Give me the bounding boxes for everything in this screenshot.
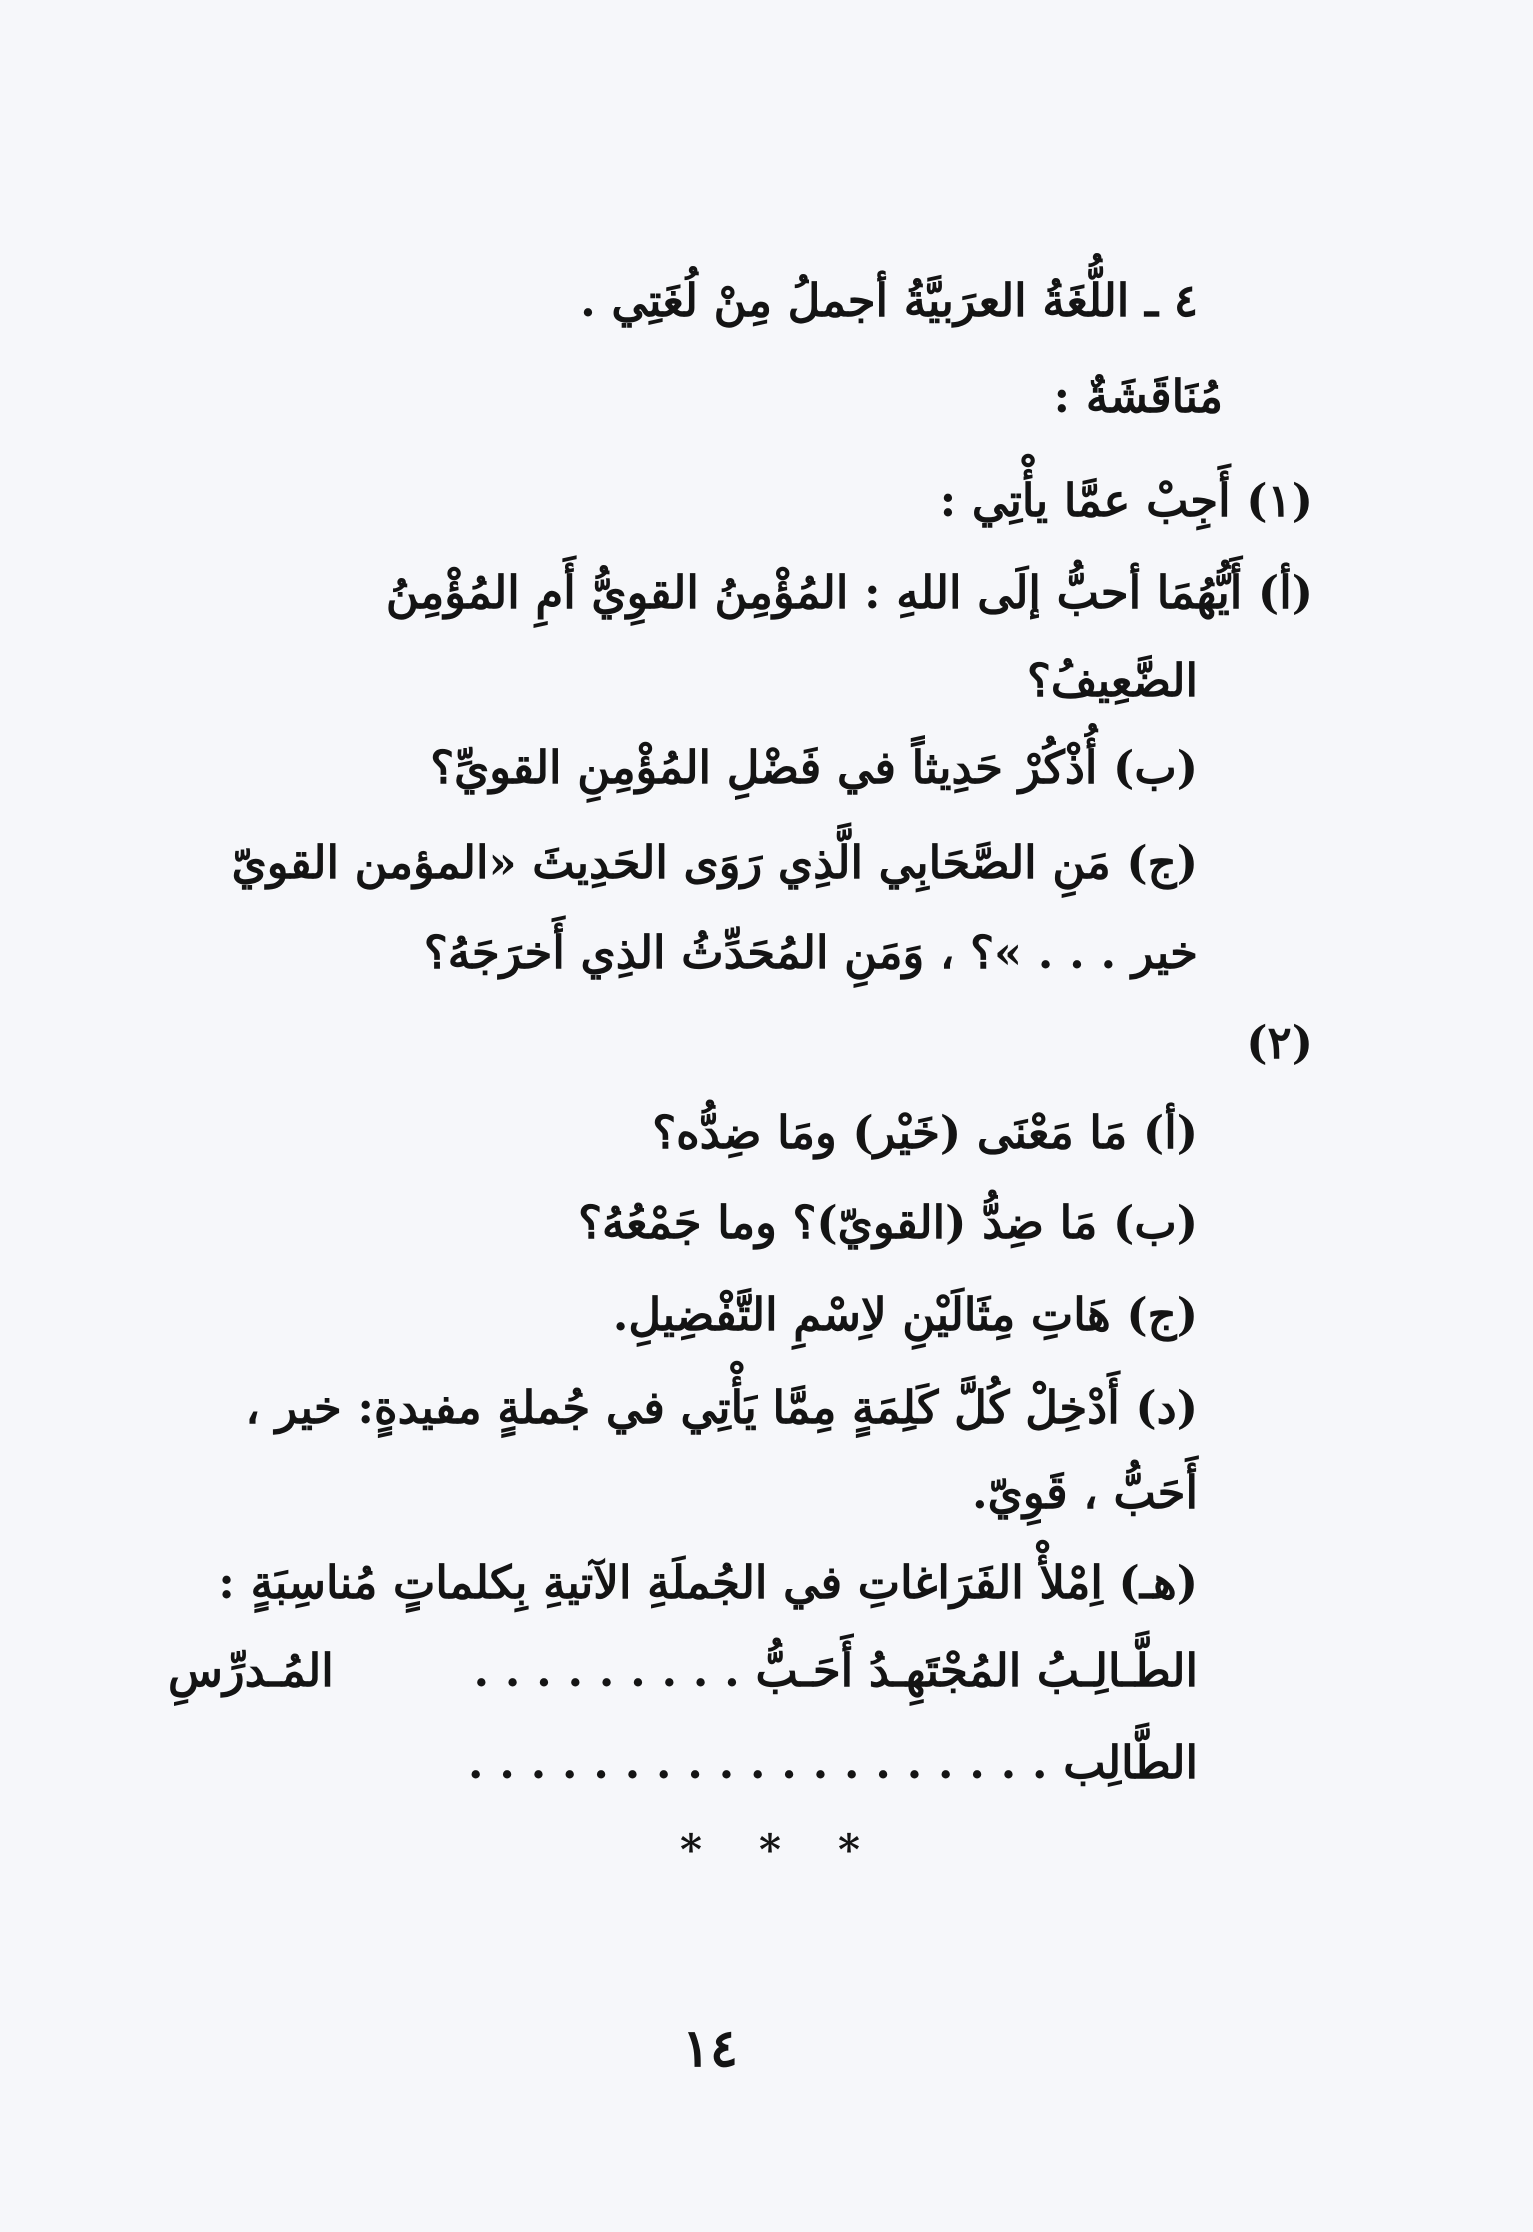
star-icon: *	[680, 1825, 702, 1874]
question-1a-text: (أ) أَيُّهُمَا أحبُّ إلَى اللهِ : المُؤْمِنُ القوِيُّ أَمِ المُؤْمِنُ	[385, 566, 1313, 619]
question-2e-line-2	[168, 1644, 1198, 1697]
question-1a-line-1	[183, 566, 1313, 619]
question-1a-line-2: الضَّعِيفُ؟	[1027, 654, 1198, 707]
question-1-heading: (١) أَجِبْ عمَّا يأْتِي :	[939, 474, 1313, 527]
question-2d-line-1: (د) أَدْخِلْ كُلَّ كَلِمَةٍ مِمَّا يَأْتِي في جُملةٍ مفيدةٍ: خير ،	[245, 1381, 1198, 1434]
item-4-sentence: ٤ ـ اللُّغَةُ العرَبيَّةُ أجملُ مِنْ لُغَتِي .	[580, 274, 1198, 327]
discussion-heading: مُنَاقَشَةٌ :	[1053, 370, 1223, 423]
question-2e-line-3: الطَّالِب . . . . . . . . . . . . . . . . . . .	[467, 1736, 1198, 1789]
section-separator-stars	[680, 1825, 860, 1874]
page-number: ١٤	[682, 2018, 738, 2079]
star-icon: *	[838, 1825, 860, 1874]
question-1c-line-2: خير . . . »؟ ، وَمَنِ المُحَدِّثُ الذِي أَخرَجَهُ؟	[423, 926, 1198, 979]
question-2e-teacher-word: المُـدرِّسِ	[168, 1644, 334, 1697]
question-1b: (ب) أُذْكُرْ حَدِيثاً في فَضْلِ المُؤْمِنِ القويِّ؟	[430, 741, 1198, 794]
question-2e-blank-start: الطَّـالِـبُ المُجْتَهِـدُ أَحَـبُّ . . . . . . . . .	[473, 1644, 1198, 1697]
question-2-heading: (٢)	[1246, 1016, 1313, 1069]
question-2c: (ج) هَاتِ مِثَالَيْنِ لاِسْمِ التَّفْضِيلِ.	[612, 1288, 1198, 1341]
question-1c-line-1: (ج) مَنِ الصَّحَابِي الَّذِي رَوَى الحَدِيثَ «المؤمن القويّ	[231, 836, 1198, 889]
question-2a: (أ) مَا مَعْنَى (خَيْر) ومَا ضِدُّه؟	[652, 1106, 1198, 1159]
question-2b: (ب) مَا ضِدُّ (القويّ)؟ وما جَمْعُهُ؟	[578, 1196, 1198, 1249]
question-2d-line-2: أَحَبُّ ، قَوِيّ.	[971, 1466, 1198, 1519]
star-icon: *	[759, 1825, 781, 1874]
question-2e-line-1: (هـ) اِمْلأْ الفَرَاغاتِ في الجُملَةِ الآتيةِ بِكلماتٍ مُناسِبَةٍ :	[218, 1556, 1198, 1609]
